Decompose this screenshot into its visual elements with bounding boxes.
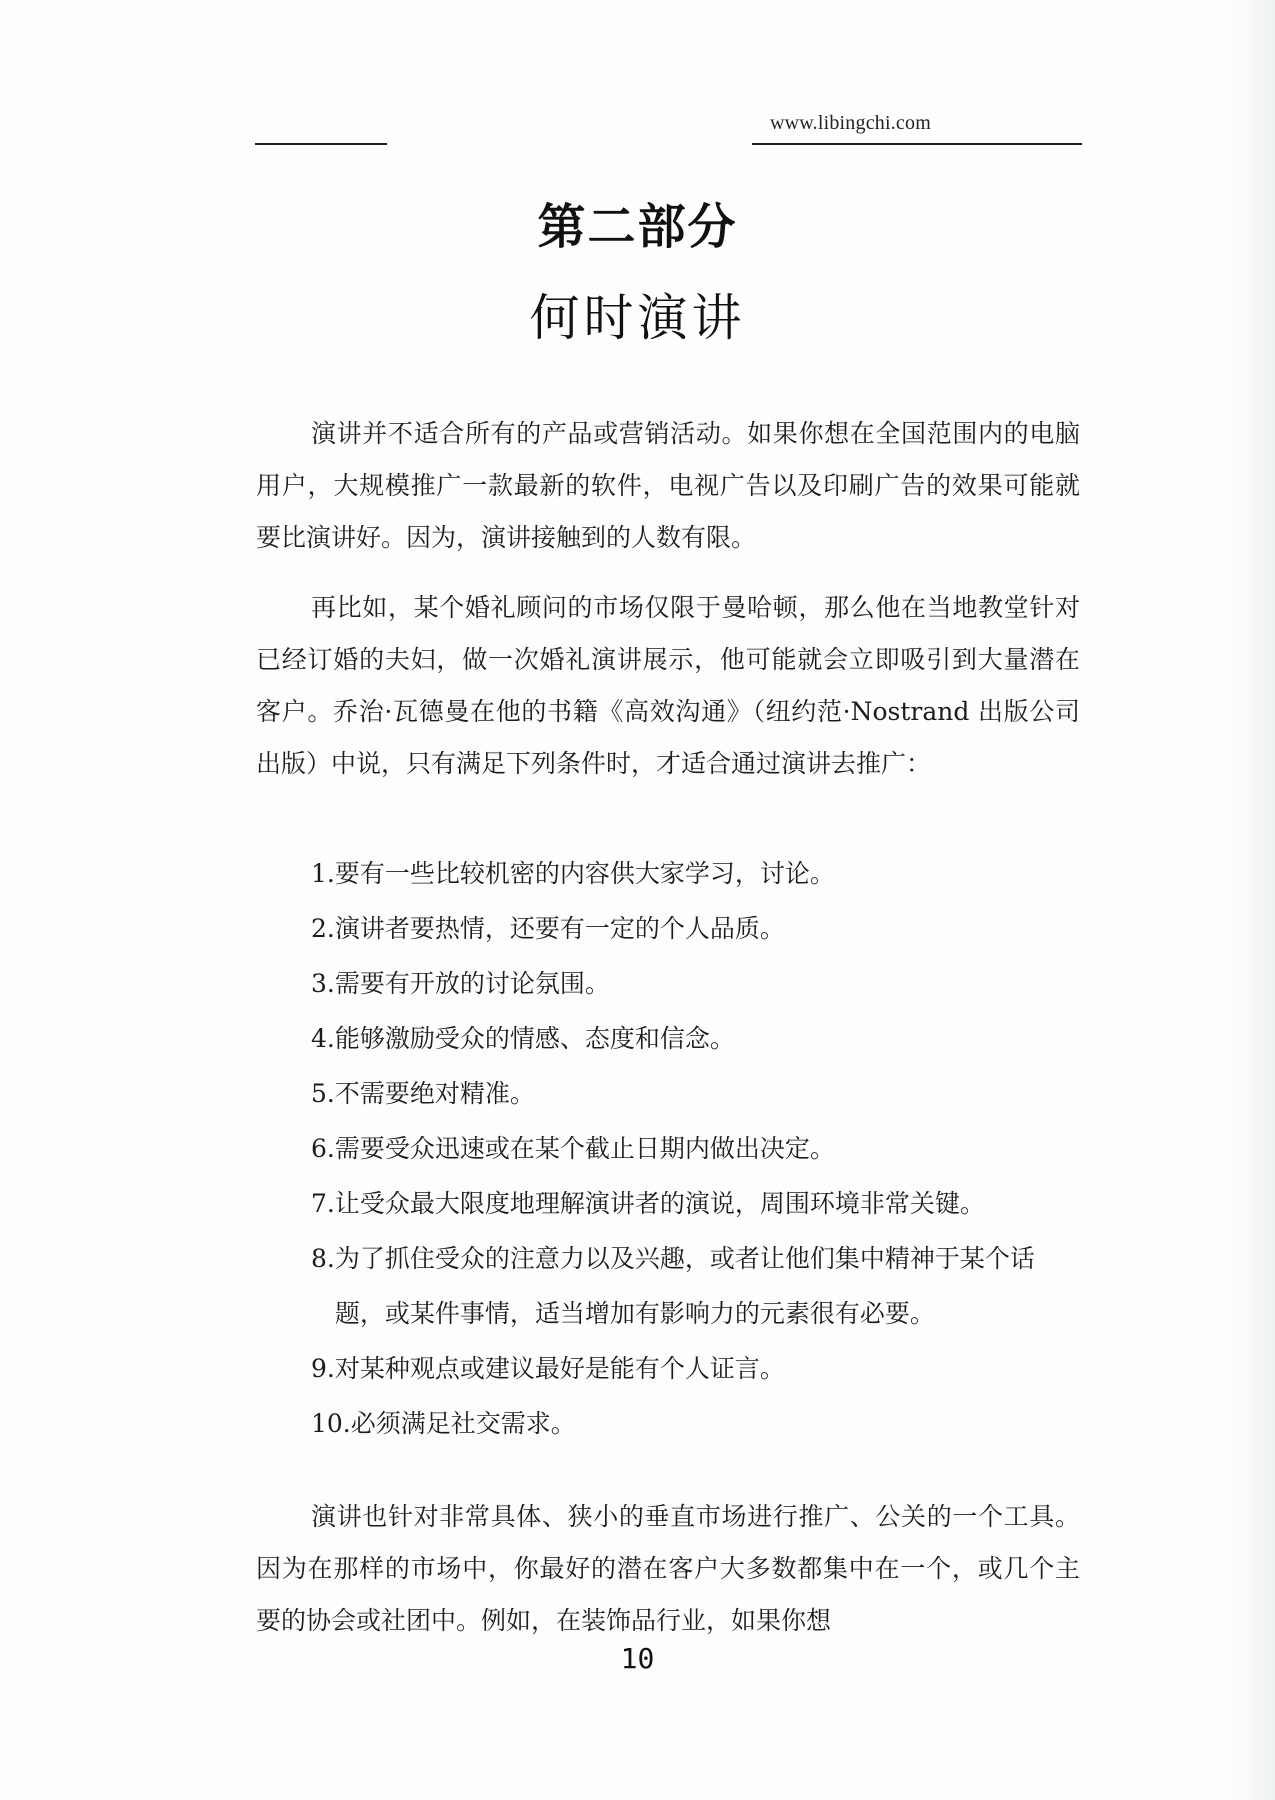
list-item-number: 4. (311, 1024, 335, 1053)
list-item-text: 需要有开放的讨论氛围。 (334, 969, 610, 998)
conditions-list (311, 846, 1081, 1451)
list-item (311, 1011, 1081, 1066)
list-item-text: 不需要绝对精准。 (334, 1079, 535, 1108)
list-item-text: 需要受众迅速或在某个截止日期内做出决定。 (334, 1134, 835, 1163)
list-item (311, 956, 1081, 1011)
paragraph-3-text: 演讲也针对非常具体、狭小的垂直市场进行推广、公关的一个工具。因为在那样的市场中，你最好的潜在客户大多数都集中在一个，或几个主要的协会或社团中。例如，在装饰品行业，如果你想 (256, 1502, 1080, 1635)
list-item (311, 846, 1081, 901)
page-edge-shadow (1233, 0, 1275, 1800)
list-item (311, 901, 1081, 956)
list-item (311, 1396, 1081, 1451)
list-item-number: 2. (311, 914, 335, 943)
list-item-text: 必须满足社交需求。 (350, 1409, 576, 1438)
list-item-number: 10. (311, 1409, 351, 1438)
list-item (311, 1121, 1081, 1176)
list-item-text: 演讲者要热情，还要有一定的个人品质。 (334, 914, 785, 943)
header-url: www.libingchi.com (770, 112, 931, 134)
list-item (311, 1066, 1081, 1121)
paragraph-2 (256, 582, 1080, 790)
list-item-number: 3. (311, 969, 335, 998)
header-rule-left (255, 143, 387, 145)
list-item-number: 6. (311, 1134, 335, 1163)
page-number: 10 (620, 1642, 655, 1675)
header-rule-right (752, 143, 1082, 145)
list-item-number: 7. (311, 1189, 335, 1218)
list-item-text: 对某种观点或建议最好是能有个人证言。 (334, 1354, 785, 1383)
paragraph-1 (256, 408, 1080, 564)
paragraph-2-text: 再比如，某个婚礼顾问的市场仅限于曼哈顿，那么他在当地教堂针对已经订婚的夫妇，做一次婚礼演讲展示，他可能就会立即吸引到大量潜在客户。乔治·瓦德曼在他的书籍《高效沟通》（纽约范·Nostrand 出版公司出版）中说，只有满足下列条件时，才适合通过演讲去推广： (256, 593, 1080, 778)
list-item-number: 5. (311, 1079, 335, 1108)
list-item-text: 让受众最大限度地理解演讲者的演说，周围环境非常关键。 (334, 1189, 985, 1218)
list-item-number: 9. (311, 1354, 335, 1383)
paragraph-1-text: 演讲并不适合所有的产品或营销活动。如果你想在全国范围内的电脑用户，大规模推广一款最新的软件，电视广告以及印刷广告的效果可能就要比演讲好。因为，演讲接触到的人数有限。 (256, 419, 1080, 552)
part-title: 第二部分 (537, 199, 738, 255)
list-item (311, 1231, 1081, 1341)
paragraph-3 (256, 1491, 1080, 1647)
list-item-text: 为了抓住受众的注意力以及兴趣，或者让他们集中精神于某个话题，或某件事情，适当增加有影响力的元素很有必要。 (334, 1244, 1035, 1328)
list-item-number: 8. (311, 1244, 335, 1273)
chapter-title: 何时演讲 (529, 289, 746, 347)
list-item (311, 1176, 1081, 1231)
list-item-text: 能够激励受众的情感、态度和信念。 (334, 1024, 735, 1053)
list-item-text: 要有一些比较机密的内容供大家学习，讨论。 (334, 859, 835, 888)
list-item-number: 1. (311, 859, 335, 888)
list-item (311, 1341, 1081, 1396)
